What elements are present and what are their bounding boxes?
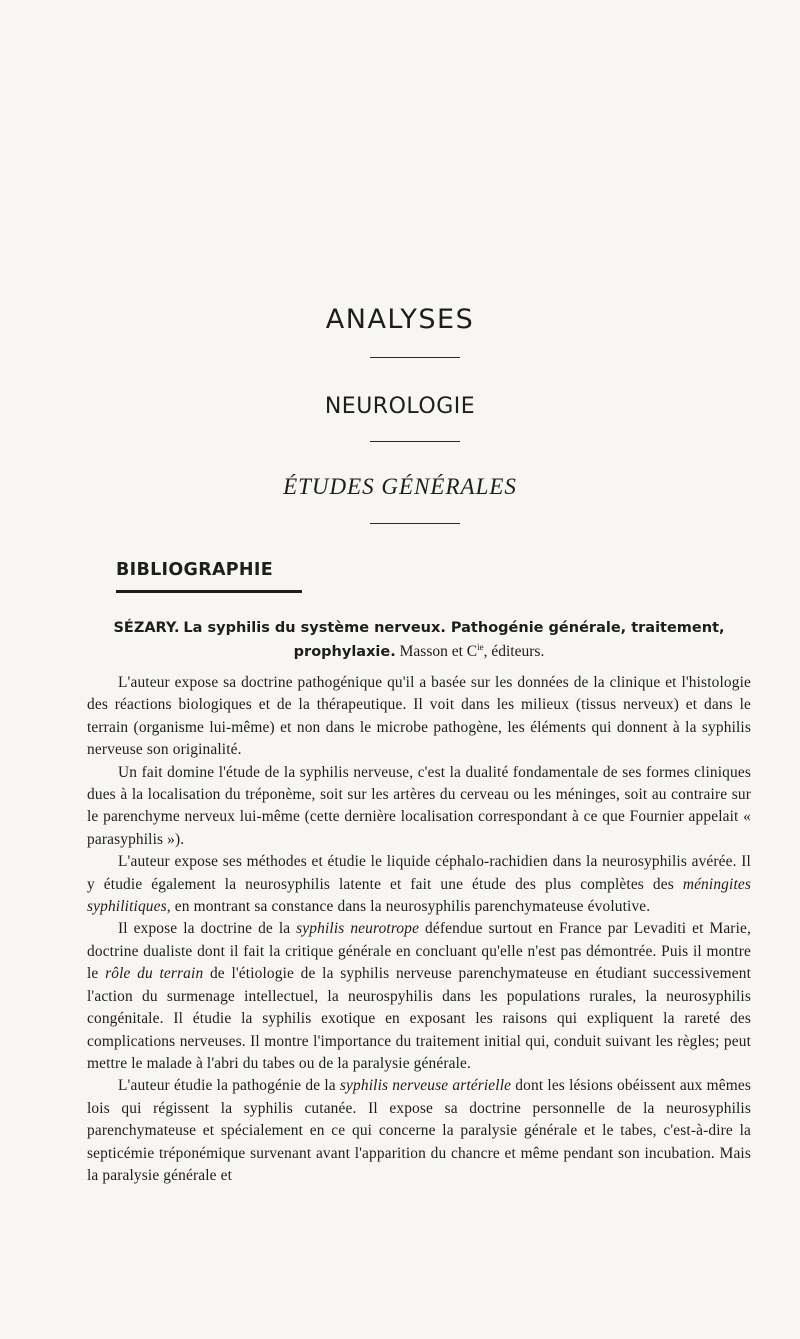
divider-rule-2 <box>370 441 460 442</box>
bibliography-entry <box>86 616 752 664</box>
divider-rule-3 <box>370 523 460 524</box>
entry-author: SÉZARY. <box>113 620 180 636</box>
paragraph-2: Un fait domine l'étude de la syphilis nerveuse, c'est la dualité fondamentale de ses formes cliniques dues à la localisation du tréponème, soit sur les artères du cerveau ou les méninges, soit au contraire sur le parenchyme nerveux lui-même (cette dernière localisation correspondant à ce que Fournier appelait « parasyphilis »). <box>87 763 751 848</box>
paragraph-1: L'auteur expose sa doctrine pathogénique qu'il a basée sur les données de la clinique et l'histologie des réactions biologiques et de la thérapeutique. Il voit dans les milieux (tissus nerveux) et dans le terrain (organisme lui-même) et non dans le microbe pathogène, les éléments qui donnent à la syphilis nerveuse son originalité. <box>87 674 751 759</box>
heading-neurologie: NEUROLOGIE <box>324 394 476 419</box>
heading-bibliographie: BIBLIOGRAPHIE <box>116 560 273 580</box>
paragraph-3: L'auteur expose ses méthodes et étudie le liquide céphalo-rachidien dans la neurosyphilis avérée. Il y étudie également la neurosyphilis latente et fait une étude des plus complètes des méningites syphilitiques, en montrant sa constance dans la neurosyphilis parenchymateuse évolutive. <box>87 853 751 916</box>
article-body <box>87 672 751 1187</box>
paragraph-5: L'auteur étudie la pathogénie de la syphilis nerveuse artérielle dont les lésions obéissent aux mêmes lois qui régissent la syphilis cutanée. Il expose sa doctrine personnelle de la neurosyphilis parenchymateuse et spécialement en ce qui concerne la paralysie générale et le tabes, c'est-à-dire la septicémie tréponémique survenant avant l'apparition du chancre et même pendant son incubation. Mais la paralysie générale et <box>87 1077 751 1184</box>
bibliographie-underline <box>116 590 302 593</box>
divider-rule-1 <box>370 357 460 358</box>
paragraph-4: Il expose la doctrine de la syphilis neurotrope défendue surtout en France par Levaditi et Marie, doctrine dualiste dont il fait la critique générale en concluant qu'elle n'est pas démontrée. Puis il montre le rôle du terrain de l'étiologie de la syphilis nerveuse parenchymateuse en étudiant successivement l'action du surmenage intellectuel, la neurospyhilis dans les populations rurales, la neurosyphilis congénitale. Il étudie la syphilis exotique en exposant les raisons qui expliquent la rareté des complications nerveuses. Il montre l'importance du traitement initial qui, conduit suivant les règles; peut mettre le malade à l'abri du tabes ou de la paralysie générale. <box>87 920 752 1072</box>
entry-publisher: Masson et $C^{ie}$, éditeurs. <box>399 642 545 660</box>
heading-analyses: ANALYSES <box>325 304 475 335</box>
heading-etudes-generales: ÉTUDES GÉNÉRALES <box>283 474 517 499</box>
entry-title: La syphilis du système nerveux. Pathogénie générale, traitement, prophylaxie. <box>183 620 725 660</box>
